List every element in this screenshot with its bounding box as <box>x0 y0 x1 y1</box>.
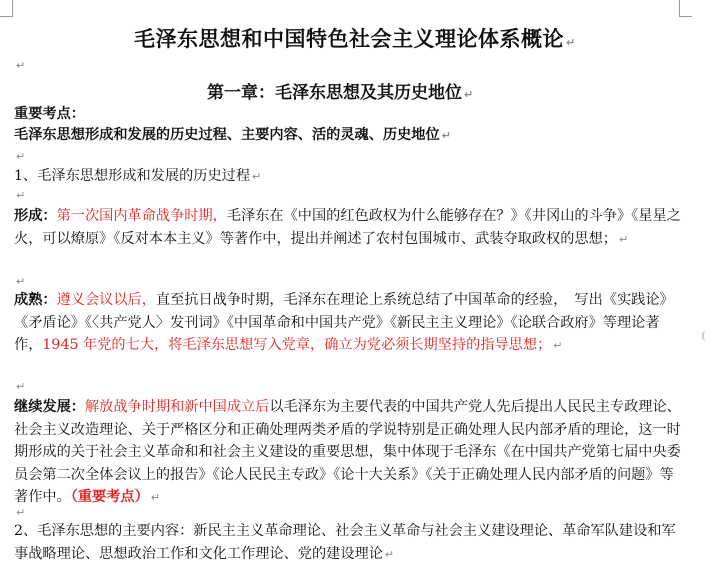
empty-paragraph: ↵ <box>16 150 26 163</box>
maturity-highlight: 1945 年党的七大，将毛泽东思想写入党章，确立为党必须长期坚持的指导思想； <box>42 337 552 353</box>
key-points-label: 重要考点： <box>14 106 85 122</box>
key-points-text: 毛泽东思想形成和发展的历史过程、主要内容、活的灵魂、历史地位 ↵ <box>14 127 451 143</box>
development-text: 以毛泽东为主要代表的中国共产党人先后提出人民民主专政理论、社会主义改造理论、关于严格区分和正确处理两类矛盾的学说特别是正确处理人民内部矛盾的理论，这一时期形成的关于社会主义革命和和社会主义建设的重要思想，集中体现于毛泽东《在中国共产党第七届中央委员会第二次全体会议上的报告》《论人民民主专政》《论十大关系》《关于正确处理人民内部矛盾的问题》等著作中。 <box>14 399 681 505</box>
maturity-text: 直至抗日战争时期，毛泽东在理论上系统总结了中国革命的经验， 写出《实践论》《矛盾论》《〈共产党人〉发刊词》《中国革命和中国共产党》《新民主主义理论》《论联合政府》等理论著作， <box>14 292 674 353</box>
empty-paragraph: ↵ <box>16 380 26 393</box>
key-point-tag: （重要考点） <box>70 489 149 505</box>
maturity-paragraph: 成熟：遵义会议以后，直至抗日战争时期，毛泽东在理论上系统总结了中国革命的经验， 写出《实践论》《矛盾论》《〈共产党人〉发刊词》《中国革命和中国共产党》《新民主主义理论》《论联合政府》等理论著作，1945 年党的七大，将毛泽东思想写入党章，确立为党必须长期坚持的指导思想； ↵ <box>14 292 674 353</box>
page-corner-mark <box>0 0 13 17</box>
formation-period: 第一次国内革命战争时期， <box>56 208 227 224</box>
chapter-heading: 第一章：毛泽东思想及其历史地位 ↵ <box>207 83 474 103</box>
development-period: 解放战争时期和新中国成立后 <box>84 399 270 415</box>
section-heading: 1、毛泽东思想形成和发展的历史过程 ↵ <box>14 168 262 184</box>
empty-paragraph: ↵ <box>16 189 26 202</box>
empty-paragraph: ↵ <box>16 275 26 288</box>
formation-text: 毛泽东在《中国的红色政权为什么能够存在？》《井冈山的斗争》《星星之火，可以燎原》《反对本本主义》等著作中，提出并阐述了农村包围城市、武装夺取政权的思想； <box>14 208 681 247</box>
maturity-label: 成熟： <box>14 292 57 308</box>
page-corner-mark <box>679 0 692 17</box>
maturity-period: 遵义会议以后， <box>56 292 156 308</box>
document-title: 毛泽东思想和中国特色社会主义理论体系概论 ↵ <box>134 26 576 51</box>
empty-paragraph: ↵ <box>16 59 26 72</box>
development-paragraph: 继续发展：解放战争时期和新中国成立后以毛泽东为主要代表的中国共产党人先后提出人民民主专政理论、社会主义改造理论、关于严格区分和正确处理两类矛盾的学说特别是正确处理人民内部矛盾的理论，这一时期形成的关于社会主义革命和和社会主义建设的重要思想，集中体现于毛泽东《在中国共产党第七届中央委员会第二次全体会议上的报告》《论人民民主专政》《论十大关系》《关于正确处理人民内部矛盾的问题》等著作中。（重要考点） ↵ <box>14 399 681 505</box>
section2-paragraph: 2、毛泽东思想的主要内容：新民主主义革命理论、社会主义革命与社会主义建设理论、革命军队建设和军事战略理论、思想政治工作和文化工作理论、党的建设理论 ↵ <box>14 523 676 562</box>
empty-paragraph: ↵ <box>16 506 26 519</box>
development-label: 继续发展： <box>14 399 85 415</box>
scroll-edge-mark <box>702 331 710 341</box>
formation-label: 形成： <box>14 208 57 224</box>
formation-paragraph: 形成：第一次国内革命战争时期，毛泽东在《中国的红色政权为什么能够存在？》《井冈山的斗争》《星星之火，可以燎原》《反对本本主义》等著作中，提出并阐述了农村包围城市、武装夺取政权的思想； ↵ <box>14 208 681 247</box>
